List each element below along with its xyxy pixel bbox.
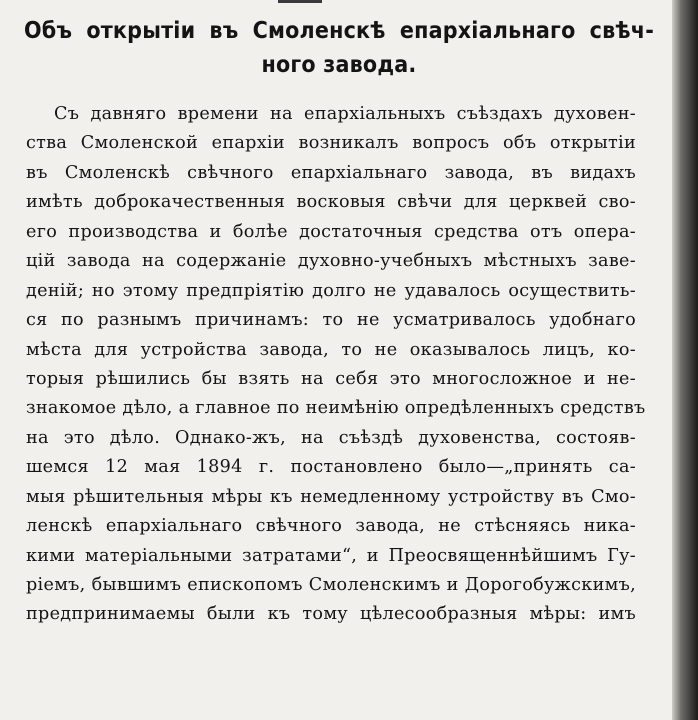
article-body — [26, 100, 646, 630]
page-gutter-shadow — [672, 0, 698, 720]
text-line: мыя рѣшительныя мѣры къ немедленному устройству въ Смо- — [26, 486, 636, 507]
title-line-1: Объ открытіи въ Смоленскѣ епархіальнаго свѣч- — [24, 18, 654, 44]
text-line: въ Смоленскѣ свѣчного епархіальнаго завода, въ видахъ — [26, 162, 636, 183]
text-line: знакомое дѣло, а главное по неимѣнію опредѣленныхъ средствъ — [26, 398, 646, 419]
text-line: шемся 12 мая 1894 г. постановлено было—„принять са- — [26, 457, 636, 478]
text-line: цій завода на содержаніе духовно-учебныхъ мѣстныхъ заве- — [26, 251, 636, 272]
header-rule — [278, 0, 322, 3]
text-line: ленскѣ епархіальнаго свѣчного завода, не стѣсняясь ника- — [26, 516, 636, 537]
text-line: ства Смоленской епархіи возникалъ вопросъ объ открытіи — [26, 133, 636, 154]
title-line-2: ного завода. — [261, 52, 417, 78]
text-line: торыя рѣшились бы взять на себя это многосложное и не- — [26, 368, 636, 389]
text-line: Съ давняго времени на епархіальныхъ съѣздахъ духовен- — [54, 104, 636, 124]
text-line: кими матеріальными затратами“, и Преосвященнѣйшимъ Гу- — [26, 545, 636, 566]
text-line: мѣста для устройства завода, то не оказывалось лицъ, ко- — [26, 339, 636, 360]
text-line: деній; но этому предпріятію долго не удавалось осуществить- — [26, 280, 636, 301]
text-line: имѣть доброкачественныя восковыя свѣчи для церквей сво- — [26, 192, 636, 213]
text-line: предпринимаемы были къ тому цѣлесообразныя мѣры: имъ — [26, 604, 636, 625]
text-line: ся по разнымъ причинамъ: то не усматривалось удобнаго — [26, 310, 636, 331]
text-line: ріемъ, бывшимъ епископомъ Смоленскимъ и Дорогобужскимъ, — [26, 575, 636, 595]
text-line: на это дѣло. Однако-жъ, на съѣздѣ духовенства, состояв- — [26, 427, 636, 448]
text-line: его производства и болѣе достаточныя средства отъ опера- — [26, 221, 636, 242]
article-title — [24, 14, 654, 82]
